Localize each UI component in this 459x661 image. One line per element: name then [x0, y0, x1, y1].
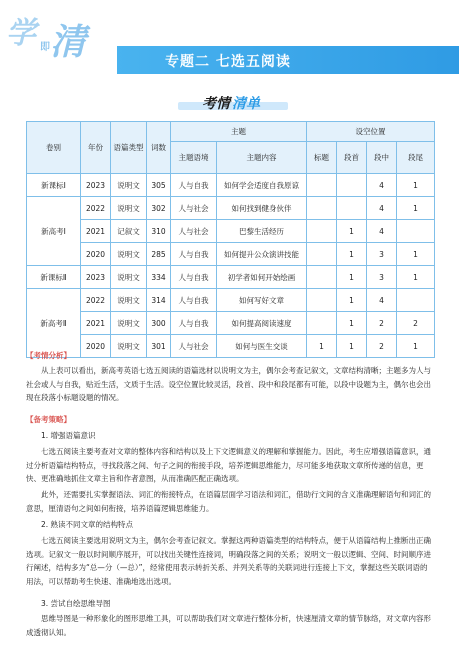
cell-content: 如何找到健身伙伴: [217, 197, 307, 220]
logo-char-1: 学: [6, 16, 36, 51]
col-topic-content: 主题内容: [217, 142, 307, 174]
cell-mid: 3: [367, 243, 397, 266]
cell-head: 1: [337, 335, 367, 358]
cell-context: 人与社会: [171, 220, 217, 243]
col-title: 标题: [307, 142, 337, 174]
cell-juan: 新高考Ⅱ: [27, 289, 81, 358]
cell-tail: 1: [397, 266, 435, 289]
cell-words: 302: [147, 197, 171, 220]
section-heading-part2: 清单: [232, 96, 260, 112]
cell-title: [307, 220, 337, 243]
cell-genre: 说明文: [111, 197, 147, 220]
cell-genre: 记叙文: [111, 220, 147, 243]
cell-context: 人与社会: [171, 197, 217, 220]
exam-table: [26, 121, 435, 358]
cell-context: 人与自我: [171, 289, 217, 312]
cell-year: 2020: [81, 243, 111, 266]
strategy-subheading-1: 1. 增强语篇意识: [41, 431, 96, 440]
strategy-paragraph-1: [26, 445, 434, 486]
cell-genre: 说明文: [111, 335, 147, 358]
col-position: 设空位置: [307, 122, 435, 142]
strategy-paragraph-4: [26, 612, 434, 639]
cell-tail: 2: [397, 312, 435, 335]
cell-mid: 4: [367, 289, 397, 312]
table-row: [27, 312, 435, 335]
cell-year: 2022: [81, 197, 111, 220]
cell-words: 305: [147, 174, 171, 197]
cell-mid: 3: [367, 266, 397, 289]
cell-tail: 1: [397, 243, 435, 266]
cell-title: [307, 243, 337, 266]
cell-context: 人与自我: [171, 266, 217, 289]
cell-year: 2022: [81, 289, 111, 312]
cell-title: 1: [307, 335, 337, 358]
col-year: 年份: [81, 122, 111, 174]
col-head: 段首: [337, 142, 367, 174]
cell-content: 初学者如何开始绘画: [217, 266, 307, 289]
strategy-tag: 【备考策略】: [26, 415, 71, 424]
cell-genre: 说明文: [111, 243, 147, 266]
cell-tail: 1: [397, 174, 435, 197]
cell-mid: 4: [367, 220, 397, 243]
cell-mid: 2: [367, 335, 397, 358]
table-row: [27, 220, 435, 243]
cell-content: 如何提升公众演讲技能: [217, 243, 307, 266]
cell-words: 314: [147, 289, 171, 312]
cell-words: 300: [147, 312, 171, 335]
cell-words: 310: [147, 220, 171, 243]
strategy-text-1: 七选五阅读主要考查对文章的整体内容和结构以及上下文逻辑意义的理解和掌握能力。因此，考生应增强语篇意识，通过分析语篇结构特点，寻找段落之间、句子之间的衔接手段，培养逻辑思维能力，尽可能多地获取文章所传递的信息，更快、更准确地抓住文章主旨和作者意图，从而准确匹配正确选项。: [26, 447, 431, 483]
strategy-paragraph-3: [26, 534, 434, 588]
cell-content: 如何学会适度自我原谅: [217, 174, 307, 197]
col-juan: 卷别: [27, 122, 81, 174]
analysis-text: 从上表可以看出，新高考英语七选五阅读的语篇选材以说明文为主，偶尔会考查记叙文，文章结构清晰；主题多为人与社会或人与自我，贴近生活，文质于生活。设空位置比较灵活，段首、段中和段尾都有可能，以段中设题为主，偶尔也会出现在段落小标题设题的情况。: [26, 366, 431, 402]
cell-juan: 新课标Ⅱ: [27, 266, 81, 289]
cell-tail: [397, 220, 435, 243]
col-topic: 主题: [171, 122, 307, 142]
cell-head: 1: [337, 220, 367, 243]
col-genre: 语篇类型: [111, 122, 147, 174]
cell-mid: 2: [367, 312, 397, 335]
cell-year: 2020: [81, 335, 111, 358]
table-row: [27, 243, 435, 266]
cell-words: 285: [147, 243, 171, 266]
strategy-paragraph-2: [26, 488, 434, 515]
strategy-subheading-2: 2. 熟读不同文章的结构特点: [41, 520, 134, 529]
cell-title: [307, 266, 337, 289]
cell-tail: [397, 289, 435, 312]
logo-char-3: 清: [50, 21, 87, 63]
page-title: 专题二 七选五阅读: [165, 54, 291, 70]
cell-mid: 4: [367, 197, 397, 220]
cell-words: 301: [147, 335, 171, 358]
strategy-text-4: 思维导图是一种形象化的图形思维工具，可以帮助我们对文章进行整体分析，快速厘清文章的情节脉络，对文章内容形成透彻认知。: [26, 614, 431, 637]
analysis-tag: 【考情分析】: [26, 351, 71, 360]
cell-head: 1: [337, 243, 367, 266]
cell-content: 巴黎生活经历: [217, 220, 307, 243]
section-heading-part1: 考情: [202, 96, 230, 112]
cell-context: 人与社会: [171, 335, 217, 358]
logo-char-2: 即: [40, 42, 50, 53]
cell-words: 334: [147, 266, 171, 289]
cell-content: 如何写好文章: [217, 289, 307, 312]
cell-head: [337, 197, 367, 220]
cell-genre: 说明文: [111, 312, 147, 335]
cell-juan: 新课标Ⅰ: [27, 174, 81, 197]
table-row: [27, 289, 435, 312]
cell-content: 如何提高阅读速度: [217, 312, 307, 335]
cell-year: 2023: [81, 266, 111, 289]
cell-head: [337, 174, 367, 197]
analysis-paragraph: [26, 364, 434, 405]
cell-head: 1: [337, 312, 367, 335]
table-row: [27, 197, 435, 220]
logo: [6, 4, 116, 63]
cell-head: 1: [337, 289, 367, 312]
cell-context: 人与自我: [171, 312, 217, 335]
cell-juan: 新高考Ⅰ: [27, 197, 81, 266]
cell-year: 2023: [81, 174, 111, 197]
cell-title: [307, 289, 337, 312]
col-mid: 段中: [367, 142, 397, 174]
strategy-text-2: 此外，还需要扎实掌握语法、词汇的衔接特点，在语篇层面学习语法和词汇，借助行文间的含义准确理解语句和词汇的意思，厘清语句之间如何衔接，培养语篇逻辑思维能力。: [26, 490, 431, 513]
section-heading: [178, 93, 288, 115]
cell-head: 1: [337, 266, 367, 289]
cell-content: 如何与医生交谈: [217, 335, 307, 358]
cell-title: [307, 197, 337, 220]
cell-genre: 说明文: [111, 289, 147, 312]
col-tail: 段尾: [397, 142, 435, 174]
cell-tail: 1: [397, 197, 435, 220]
cell-genre: 说明文: [111, 266, 147, 289]
table-row: [27, 335, 435, 358]
header-bar: [117, 46, 459, 74]
table-row: [27, 174, 435, 197]
cell-year: 2021: [81, 312, 111, 335]
cell-genre: 说明文: [111, 174, 147, 197]
cell-tail: 1: [397, 335, 435, 358]
cell-context: 人与自我: [171, 174, 217, 197]
strategy-subheading-3: 3. 尝试自绘思维导图: [41, 599, 111, 608]
cell-context: 人与自我: [171, 243, 217, 266]
cell-mid: 4: [367, 174, 397, 197]
table-row: [27, 266, 435, 289]
col-topic-context: 主题语境: [171, 142, 217, 174]
cell-title: [307, 312, 337, 335]
cell-year: 2021: [81, 220, 111, 243]
strategy-text-3: 七选五阅读主要选用说明文为主，偶尔会考查记叙文。掌握这两种语篇类型的结构特点，便于从语篇结构上推断出正确选项。记叙文一般以时间顺序展开，可以找出关键性连接词，明确段落之间的关系；说明文一般以逻辑、空间、时间顺序进行阐述，结构多为“总—分（—总）”，经常使用表示转折关系、并列关系等的关联词进行连接上下文，掌握这些关联词语的用法，可以帮助考生快速、准确地选出选项。: [26, 536, 431, 586]
col-words: 词数: [147, 122, 171, 174]
cell-title: [307, 174, 337, 197]
